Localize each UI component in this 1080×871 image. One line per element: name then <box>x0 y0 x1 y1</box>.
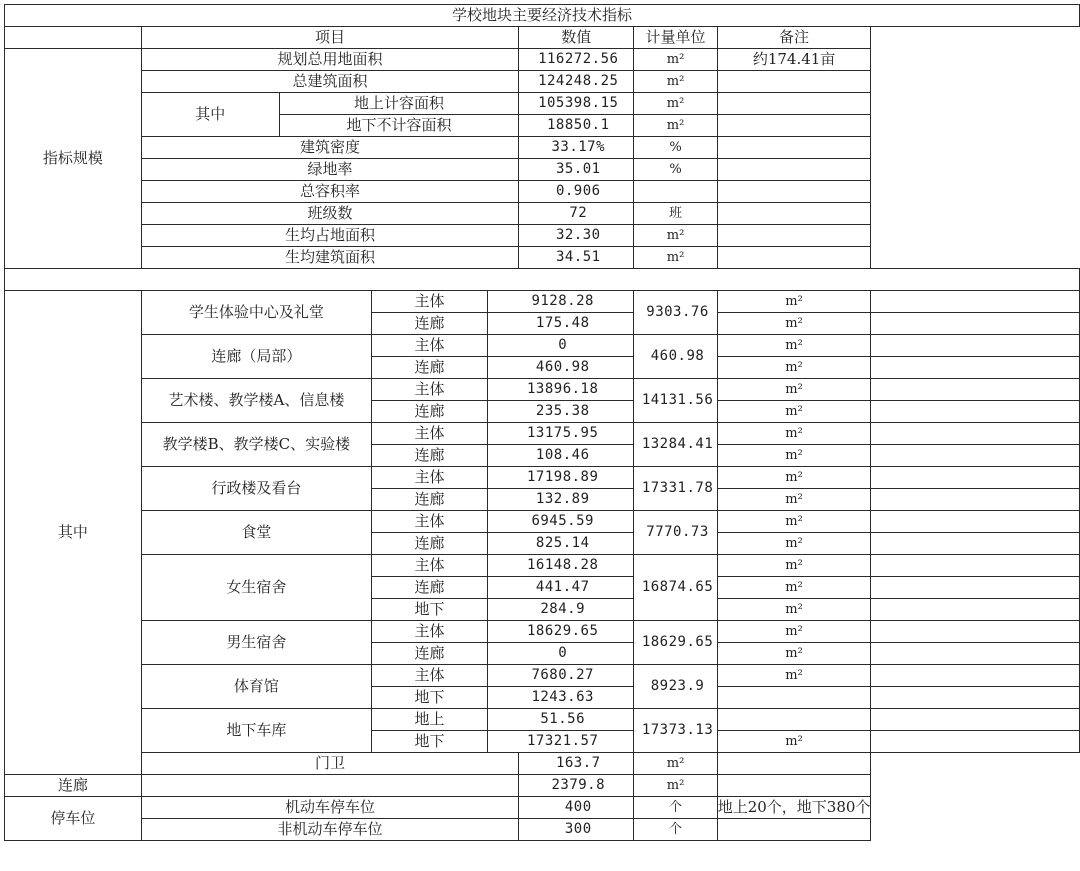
corridor-value: 2379.8 <box>519 775 634 797</box>
part-type: 主体 <box>371 467 487 489</box>
row-note <box>717 115 871 137</box>
part-note <box>871 643 1080 665</box>
part-type: 主体 <box>371 555 487 577</box>
part-value: 9128.28 <box>488 291 634 313</box>
row-unit: 班 <box>634 203 717 225</box>
breakdown-group-label: 其中 <box>5 291 142 775</box>
part-type: 连廊 <box>371 313 487 335</box>
part-unit: m² <box>717 357 871 379</box>
row-note <box>717 247 871 269</box>
scale-row <box>5 71 1080 93</box>
row-label: 规划总用地面积 <box>141 49 518 71</box>
part-note <box>871 401 1080 423</box>
building-total: 13284.41 <box>634 423 717 467</box>
part-unit <box>717 709 871 731</box>
part-value: 18629.65 <box>488 621 634 643</box>
row-value: 72 <box>519 203 634 225</box>
building-name: 男生宿舍 <box>141 621 371 665</box>
row-label: 建筑密度 <box>141 137 518 159</box>
part-type: 连廊 <box>371 533 487 555</box>
building-row <box>5 665 1080 687</box>
header-item: 项目 <box>141 27 518 49</box>
part-unit: m² <box>717 599 871 621</box>
part-value: 284.9 <box>488 599 634 621</box>
parking-value: 300 <box>519 819 634 841</box>
part-value: 13896.18 <box>488 379 634 401</box>
parking-note <box>717 819 871 841</box>
building-row <box>5 555 1080 577</box>
building-total: 16874.65 <box>634 555 717 621</box>
table-title: 学校地块主要经济技术指标 <box>5 5 1080 27</box>
scale-row <box>5 181 1080 203</box>
row-value: 0.906 <box>519 181 634 203</box>
part-note <box>871 533 1080 555</box>
row-value: 32.30 <box>519 225 634 247</box>
building-row <box>5 621 1080 643</box>
row-note <box>717 181 871 203</box>
scale-row <box>5 203 1080 225</box>
part-unit: m² <box>717 577 871 599</box>
parking-row <box>5 819 1080 841</box>
scale-row <box>5 159 1080 181</box>
part-type: 连廊 <box>371 643 487 665</box>
part-note <box>871 599 1080 621</box>
row-label: 生均建筑面积 <box>141 247 518 269</box>
part-note <box>871 687 1080 709</box>
part-value: 0 <box>488 643 634 665</box>
corridor-label: 连廊 <box>5 775 142 797</box>
part-unit: m² <box>717 401 871 423</box>
part-value: 17198.89 <box>488 467 634 489</box>
parking-unit: 个 <box>634 819 717 841</box>
building-name: 地下车库 <box>141 709 371 753</box>
row-label: 总容积率 <box>141 181 518 203</box>
building-row <box>5 467 1080 489</box>
part-note <box>871 489 1080 511</box>
row-note <box>717 93 871 115</box>
scale-row <box>5 247 1080 269</box>
part-type: 主体 <box>371 511 487 533</box>
part-value: 7680.27 <box>488 665 634 687</box>
scale-sub-row <box>5 93 1080 115</box>
part-value: 1243.63 <box>488 687 634 709</box>
part-note <box>871 577 1080 599</box>
building-name: 艺术楼、教学楼A、信息楼 <box>141 379 371 423</box>
part-unit: m² <box>717 665 871 687</box>
row-unit: m² <box>634 93 717 115</box>
gate-value: 163.7 <box>519 753 634 775</box>
row-value: 35.01 <box>519 159 634 181</box>
part-note <box>871 709 1080 731</box>
header-unit: 计量单位 <box>634 27 717 49</box>
part-unit <box>717 687 871 709</box>
gate-unit: m² <box>634 753 717 775</box>
part-unit: m² <box>717 291 871 313</box>
parking-row <box>5 797 1080 819</box>
scale-row <box>5 49 1080 71</box>
part-unit: m² <box>717 467 871 489</box>
part-unit: m² <box>717 555 871 577</box>
part-value: 6945.59 <box>488 511 634 533</box>
part-note <box>871 335 1080 357</box>
building-name: 行政楼及看台 <box>141 467 371 511</box>
scale-sub-label: 其中 <box>141 93 279 137</box>
row-value: 34.51 <box>519 247 634 269</box>
part-note <box>871 423 1080 445</box>
part-type: 主体 <box>371 335 487 357</box>
part-value: 16148.28 <box>488 555 634 577</box>
part-unit: m² <box>717 445 871 467</box>
gate-label: 门卫 <box>141 753 518 775</box>
part-type: 连廊 <box>371 577 487 599</box>
part-unit: m² <box>717 335 871 357</box>
part-note <box>871 511 1080 533</box>
header-row <box>5 27 1080 49</box>
part-note <box>871 665 1080 687</box>
part-unit: m² <box>717 621 871 643</box>
building-name: 教学楼B、教学楼C、实验楼 <box>141 423 371 467</box>
row-unit: % <box>634 159 717 181</box>
part-note <box>871 555 1080 577</box>
part-type: 地下 <box>371 731 487 753</box>
part-type: 连廊 <box>371 357 487 379</box>
row-label: 地上计容面积 <box>279 93 518 115</box>
building-row <box>5 379 1080 401</box>
building-row <box>5 511 1080 533</box>
part-note <box>871 291 1080 313</box>
part-type: 连廊 <box>371 445 487 467</box>
building-name: 食堂 <box>141 511 371 555</box>
building-total: 17331.78 <box>634 467 717 511</box>
part-note <box>871 313 1080 335</box>
parking-unit: 个 <box>634 797 717 819</box>
part-unit: m² <box>717 379 871 401</box>
row-label: 总建筑面积 <box>141 71 518 93</box>
part-value: 825.14 <box>488 533 634 555</box>
part-value: 13175.95 <box>488 423 634 445</box>
scale-row <box>5 225 1080 247</box>
building-total: 8923.9 <box>634 665 717 709</box>
corridor-blank <box>141 775 518 797</box>
building-total: 9303.76 <box>634 291 717 335</box>
building-total: 17373.13 <box>634 709 717 753</box>
building-row <box>5 709 1080 731</box>
row-note <box>717 159 871 181</box>
corridor-note <box>717 775 871 797</box>
part-note <box>871 357 1080 379</box>
row-value: 124248.25 <box>519 71 634 93</box>
building-total: 460.98 <box>634 335 717 379</box>
header-note: 备注 <box>717 27 871 49</box>
scale-group-label: 指标规模 <box>5 49 142 269</box>
part-note <box>871 445 1080 467</box>
header-blank-cell <box>5 27 142 49</box>
row-unit: m² <box>634 71 717 93</box>
row-value: 33.17% <box>519 137 634 159</box>
corridor-unit: m² <box>634 775 717 797</box>
row-unit: % <box>634 137 717 159</box>
corridor-row <box>5 775 1080 797</box>
building-row <box>5 291 1080 313</box>
part-unit: m² <box>717 423 871 445</box>
row-note <box>717 137 871 159</box>
row-unit: m² <box>634 49 717 71</box>
row-label: 绿地率 <box>141 159 518 181</box>
scale-row <box>5 137 1080 159</box>
parking-item: 机动车停车位 <box>141 797 518 819</box>
building-name: 体育馆 <box>141 665 371 709</box>
row-label: 班级数 <box>141 203 518 225</box>
part-value: 460.98 <box>488 357 634 379</box>
row-note <box>717 203 871 225</box>
part-unit: m² <box>717 511 871 533</box>
part-value: 441.47 <box>488 577 634 599</box>
gap-row <box>5 269 1080 291</box>
row-value: 18850.1 <box>519 115 634 137</box>
row-unit: m² <box>634 247 717 269</box>
part-type: 主体 <box>371 423 487 445</box>
building-total: 18629.65 <box>634 621 717 665</box>
part-type: 主体 <box>371 665 487 687</box>
row-unit: m² <box>634 225 717 247</box>
part-note <box>871 731 1080 753</box>
building-name: 女生宿舍 <box>141 555 371 621</box>
gate-note <box>717 753 871 775</box>
part-unit: m² <box>717 731 871 753</box>
header-value: 数值 <box>519 27 634 49</box>
part-unit: m² <box>717 313 871 335</box>
building-total: 14131.56 <box>634 379 717 423</box>
row-note <box>717 225 871 247</box>
building-name: 学生体验中心及礼堂 <box>141 291 371 335</box>
building-total: 7770.73 <box>634 511 717 555</box>
part-value: 235.38 <box>488 401 634 423</box>
row-note: 约174.41亩 <box>717 49 871 71</box>
part-type: 主体 <box>371 379 487 401</box>
part-unit: m² <box>717 533 871 555</box>
part-unit: m² <box>717 489 871 511</box>
part-type: 连廊 <box>371 401 487 423</box>
part-value: 51.56 <box>488 709 634 731</box>
part-type: 地上 <box>371 709 487 731</box>
part-type: 主体 <box>371 291 487 313</box>
building-name: 连廊（局部） <box>141 335 371 379</box>
building-row <box>5 335 1080 357</box>
part-note <box>871 379 1080 401</box>
part-value: 108.46 <box>488 445 634 467</box>
parking-value: 400 <box>519 797 634 819</box>
part-type: 地下 <box>371 599 487 621</box>
row-unit <box>634 181 717 203</box>
part-unit: m² <box>717 643 871 665</box>
part-type: 地下 <box>371 687 487 709</box>
part-value: 0 <box>488 335 634 357</box>
part-type: 连廊 <box>371 489 487 511</box>
part-value: 175.48 <box>488 313 634 335</box>
indicator-table <box>4 4 1080 841</box>
gate-row <box>5 753 1080 775</box>
part-note <box>871 467 1080 489</box>
parking-item: 非机动车停车位 <box>141 819 518 841</box>
parking-label: 停车位 <box>5 797 142 841</box>
part-note <box>871 621 1080 643</box>
part-value: 17321.57 <box>488 731 634 753</box>
row-label: 生均占地面积 <box>141 225 518 247</box>
row-value: 105398.15 <box>519 93 634 115</box>
part-type: 主体 <box>371 621 487 643</box>
building-row <box>5 423 1080 445</box>
row-label: 地下不计容面积 <box>279 115 518 137</box>
row-unit: m² <box>634 115 717 137</box>
row-note <box>717 71 871 93</box>
part-value: 132.89 <box>488 489 634 511</box>
row-value: 116272.56 <box>519 49 634 71</box>
gap-cell <box>5 269 1080 291</box>
parking-note: 地上20个，地下380个 <box>717 797 871 819</box>
